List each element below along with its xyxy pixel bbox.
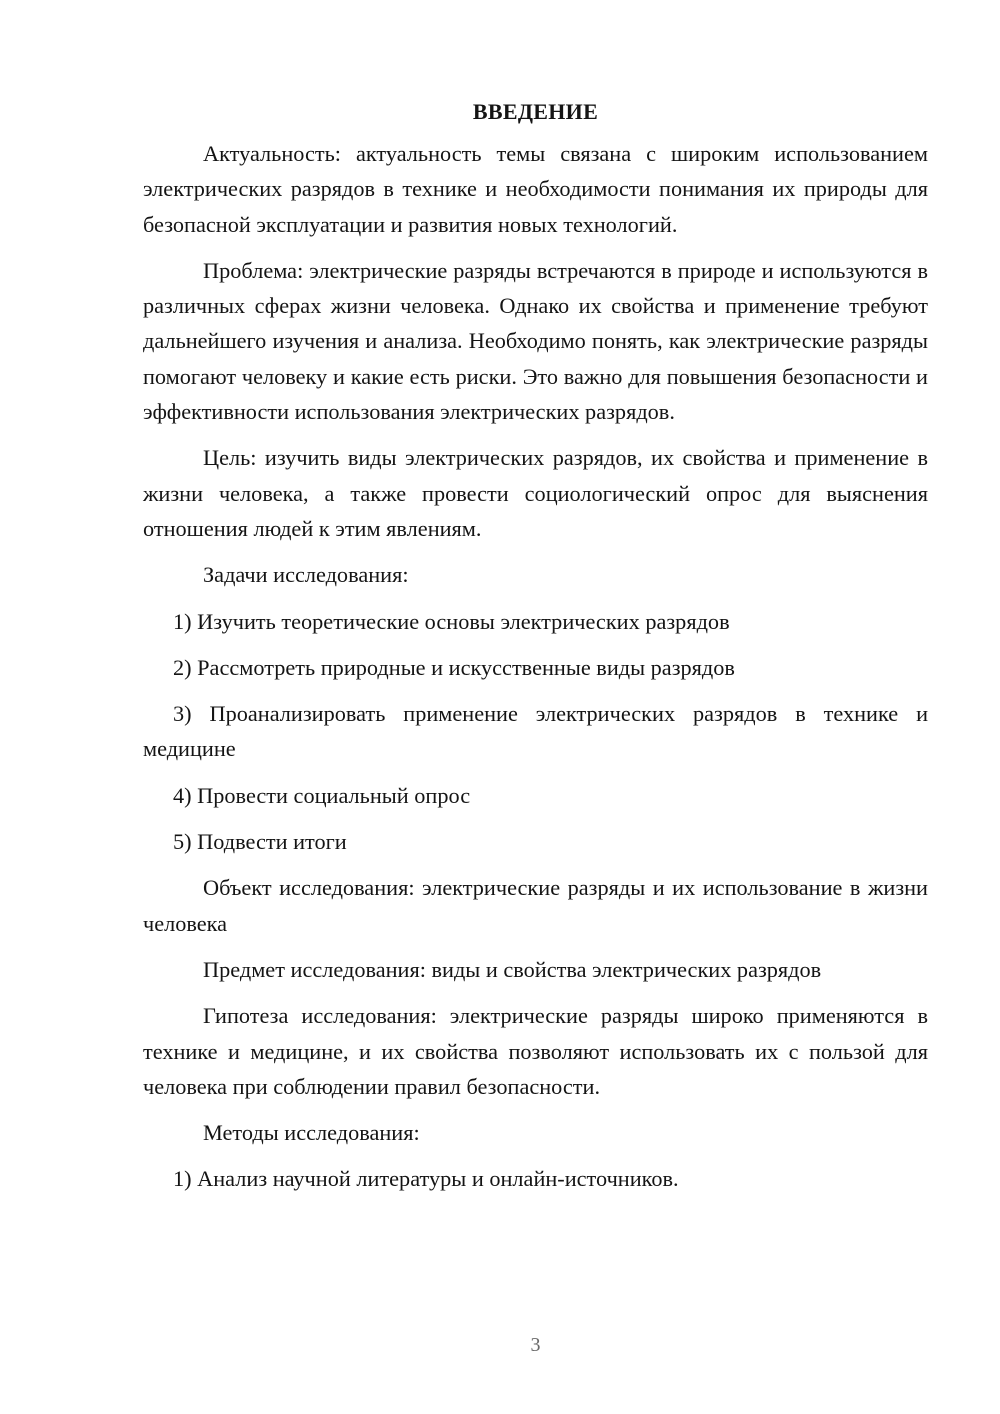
methods-heading: Методы исследования: bbox=[203, 1120, 420, 1146]
problem-paragraph: Проблема: электрические разряды встречаются в природе и используются в различных сферах жизни человека. Однако их свойства и применение требуют дальнейшего изучения и анализа. Необходимо понять, как электрические разряды помогают человеку и какие есть риски. Это важно для повышения безопасности и эффективности использования электрических разрядов. bbox=[143, 257, 928, 425]
relevance-paragraph: Актуальность: актуальность темы связана с широким использованием электрических разрядов в технике и необходимости понимания их природы для безопасной эксплуатации и развития новых технологий. bbox=[143, 141, 928, 237]
task-item: 2) Рассмотреть природные и искусственные виды разрядов bbox=[173, 654, 735, 680]
tasks-heading: Задачи исследования: bbox=[203, 562, 409, 588]
section-title: ВВЕДЕНИЕ bbox=[472, 99, 599, 124]
goal-paragraph: Цель: изучить виды электрических разрядов, их свойства и применение в жизни человека, а также провести социологический опрос для выяснения отношения людей к этим явлениям. bbox=[143, 445, 928, 541]
method-item: 1) Анализ научной литературы и онлайн-источников. bbox=[173, 1166, 679, 1192]
page-number: 3 bbox=[530, 1334, 541, 1356]
task-item: 4) Провести социальный опрос bbox=[173, 782, 471, 808]
task-item: 3) Проанализировать применение электрических разрядов в технике и медицине bbox=[143, 701, 928, 762]
object-paragraph: Объект исследования: электрические разряды и их использование в жизни человека bbox=[143, 875, 928, 936]
subject-paragraph: Предмет исследования: виды и свойства электрических разрядов bbox=[203, 956, 822, 982]
task-item: 1) Изучить теоретические основы электрических разрядов bbox=[173, 608, 730, 634]
task-item: 5) Подвести итоги bbox=[173, 829, 347, 855]
hypothesis-paragraph: Гипотеза исследования: электрические разряды широко применяются в технике и медицине, и их свойства позволяют использовать их с пользой для человека при соблюдении правил безопасности. bbox=[143, 1003, 928, 1099]
